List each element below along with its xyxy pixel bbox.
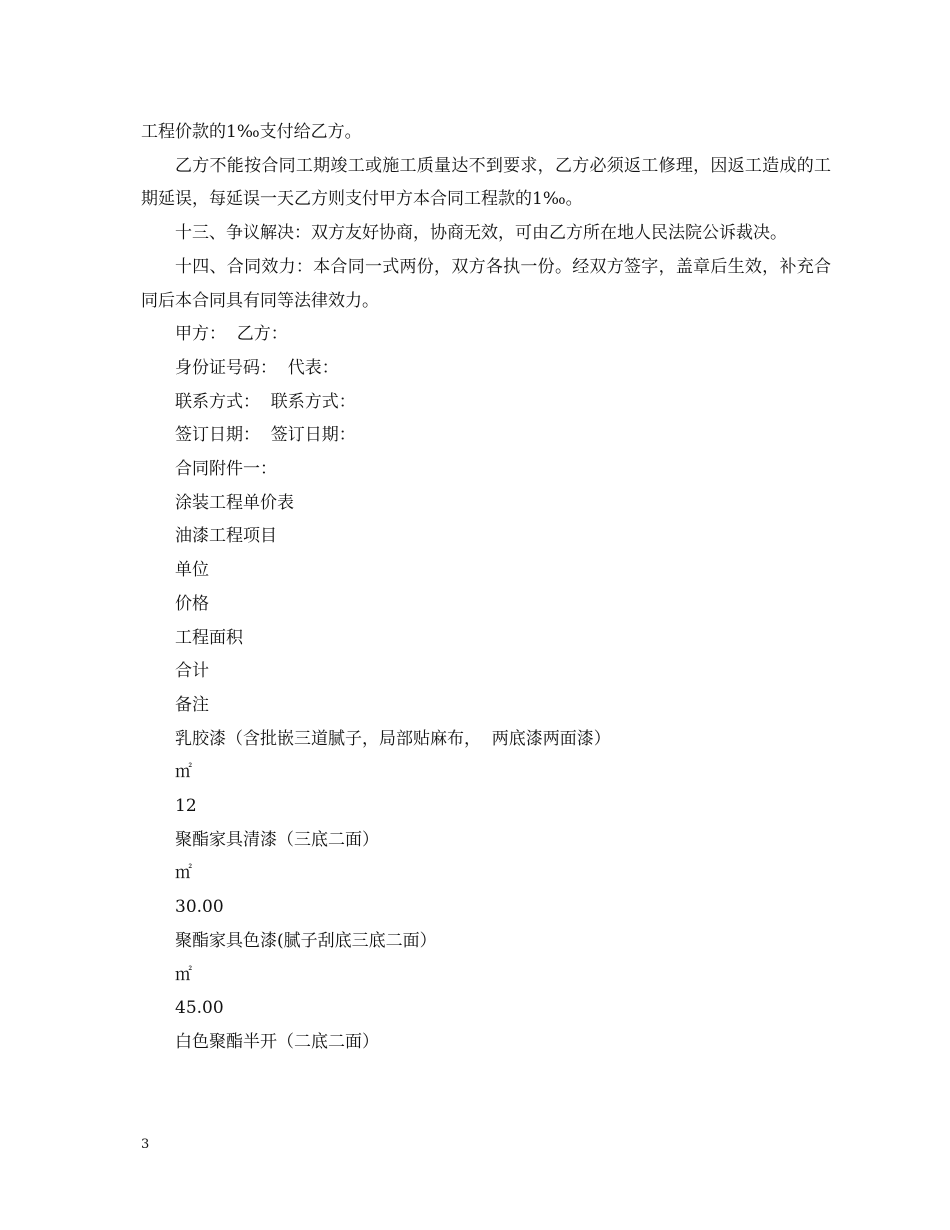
paragraph-delay-penalty: 乙方不能按合同工期竣工或施工质量达不到要求，乙方必须返工修理，因返工造成的工期延误，每延误一天乙方则支付甲方本合同工程款的1‰。: [141, 155, 831, 210]
table-row-price: 45.00: [175, 998, 224, 1019]
paragraph-contract-validity: 十四、合同效力：本合同一式两份，双方各执一份。经双方签字，盖章后生效，补充合同后本合同具有同等法律效力。: [141, 256, 831, 311]
table-row-item: 聚酯家具色漆(腻子刮底三底二面）: [175, 930, 437, 951]
table-row-price: 12: [175, 796, 197, 817]
table-header-item: 油漆工程项目: [175, 526, 277, 547]
table-row-item: 白色聚酯半开（二底二面）: [175, 1031, 379, 1052]
table-row-unit: ㎡: [175, 863, 192, 884]
table-row-item: 乳胶漆（含批嵌三道腻子，局部贴麻布， 两底漆两面漆）: [175, 728, 611, 749]
paragraph-dispute-resolution: 十三、争议解决：双方友好协商，协商无效，可由乙方所在地人民法院公诉裁决。: [175, 223, 787, 244]
table-header-price: 价格: [175, 593, 209, 614]
document-body: [141, 116, 831, 1060]
price-table-title: 涂装工程单价表: [175, 492, 294, 513]
attachment-title: 合同附件一：: [175, 459, 277, 480]
signature-contact: 联系方式： 联系方式：: [175, 391, 356, 412]
paragraph-payment-continuation: 工程价款的1‰支付给乙方。: [141, 122, 362, 142]
table-row-price: 30.00: [175, 897, 224, 918]
table-row-unit: ㎡: [175, 964, 192, 985]
signature-id-number: 身份证号码： 代表：: [175, 357, 339, 378]
table-row-unit: ㎡: [175, 762, 192, 783]
signature-parties: 甲方： 乙方：: [175, 324, 288, 345]
table-row-item: 聚酯家具清漆（三底二面）: [175, 829, 379, 850]
table-header-unit: 单位: [175, 560, 209, 581]
page-number: 3: [141, 1137, 150, 1152]
table-header-total: 合计: [175, 661, 209, 682]
signature-date: 签订日期： 签订日期：: [175, 425, 356, 446]
table-header-remarks: 备注: [175, 694, 209, 715]
table-header-area: 工程面积: [175, 627, 243, 648]
